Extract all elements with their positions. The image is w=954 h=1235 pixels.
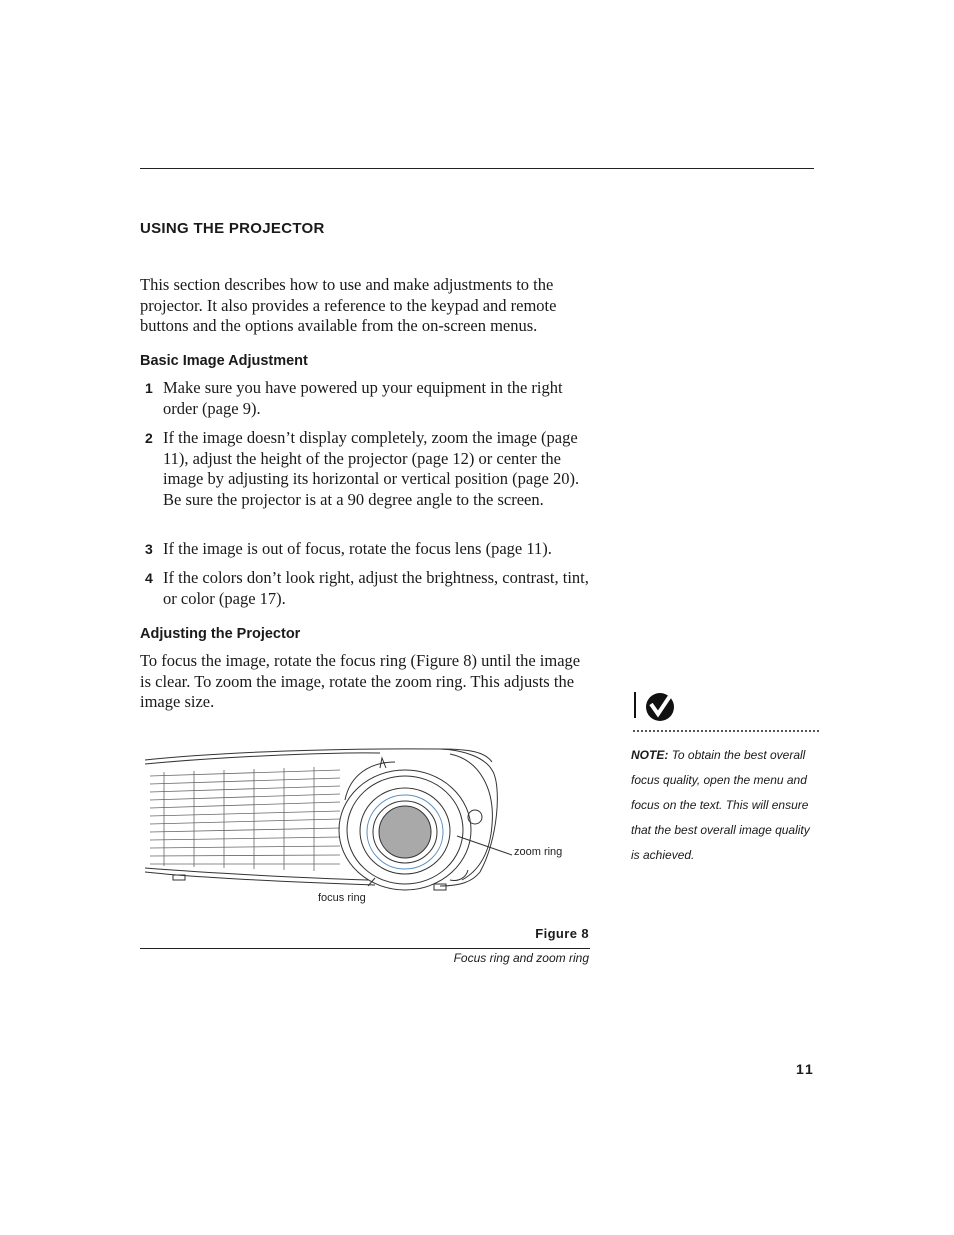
note-lead: NOTE: bbox=[631, 748, 669, 762]
section-title: USING THE PROJECTOR bbox=[140, 220, 325, 237]
figure-caption: Focus ring and zoom ring bbox=[453, 951, 589, 965]
step-item bbox=[140, 568, 590, 609]
step-item bbox=[140, 378, 590, 419]
basic-image-adjustment-heading: Basic Image Adjustment bbox=[140, 353, 308, 369]
figure-rule bbox=[140, 948, 590, 949]
note-check-icon bbox=[632, 690, 680, 724]
step-number: 1 bbox=[145, 380, 153, 396]
note-divider bbox=[633, 730, 819, 732]
note-text bbox=[631, 743, 817, 868]
focus-ring-label: focus ring bbox=[318, 892, 366, 904]
figure-title: Figure 8 bbox=[535, 926, 589, 941]
projector-illustration bbox=[140, 740, 600, 915]
header-rule bbox=[140, 168, 814, 169]
step-text: Make sure you have powered up your equipment in the right order (page 9). bbox=[163, 378, 563, 418]
step-text: If the image doesn’t display completely, zoom the image (page 11), adjust the height of the projector (page 12) or center the image by adjusting its horizontal or vertical position (page 20). Be sure the projector is at a 90 degree angle to the screen. bbox=[163, 428, 580, 509]
step-number: 4 bbox=[145, 570, 153, 586]
step-text: If the image is out of focus, rotate the focus lens (page 11). bbox=[163, 539, 552, 558]
adjusting-projector-heading: Adjusting the Projector bbox=[140, 626, 301, 642]
step-number: 2 bbox=[145, 430, 153, 446]
step-text: If the colors don’t look right, adjust the brightness, contrast, tint, or color (page 17). bbox=[163, 568, 589, 608]
page-number: 11 bbox=[796, 1061, 815, 1077]
step-item bbox=[140, 539, 590, 560]
projector-figure bbox=[140, 740, 600, 915]
step-number: 3 bbox=[145, 541, 153, 557]
zoom-ring-label: zoom ring bbox=[514, 846, 563, 858]
intro-paragraph: This section describes how to use and make adjustments to the projector. It also provides a reference to the keypad and remote buttons and the options available from the on-screen menus. bbox=[140, 275, 557, 335]
adjusting-paragraph: To focus the image, rotate the focus ring (Figure 8) until the image is clear. To zoom the image, rotate the zoom ring. This adjusts the image size. bbox=[140, 651, 581, 711]
note-body: To obtain the best overall focus quality, open the menu and focus on the text. This will ensure that the best overall image quality is achieved. bbox=[631, 748, 810, 862]
step-item bbox=[140, 428, 590, 510]
